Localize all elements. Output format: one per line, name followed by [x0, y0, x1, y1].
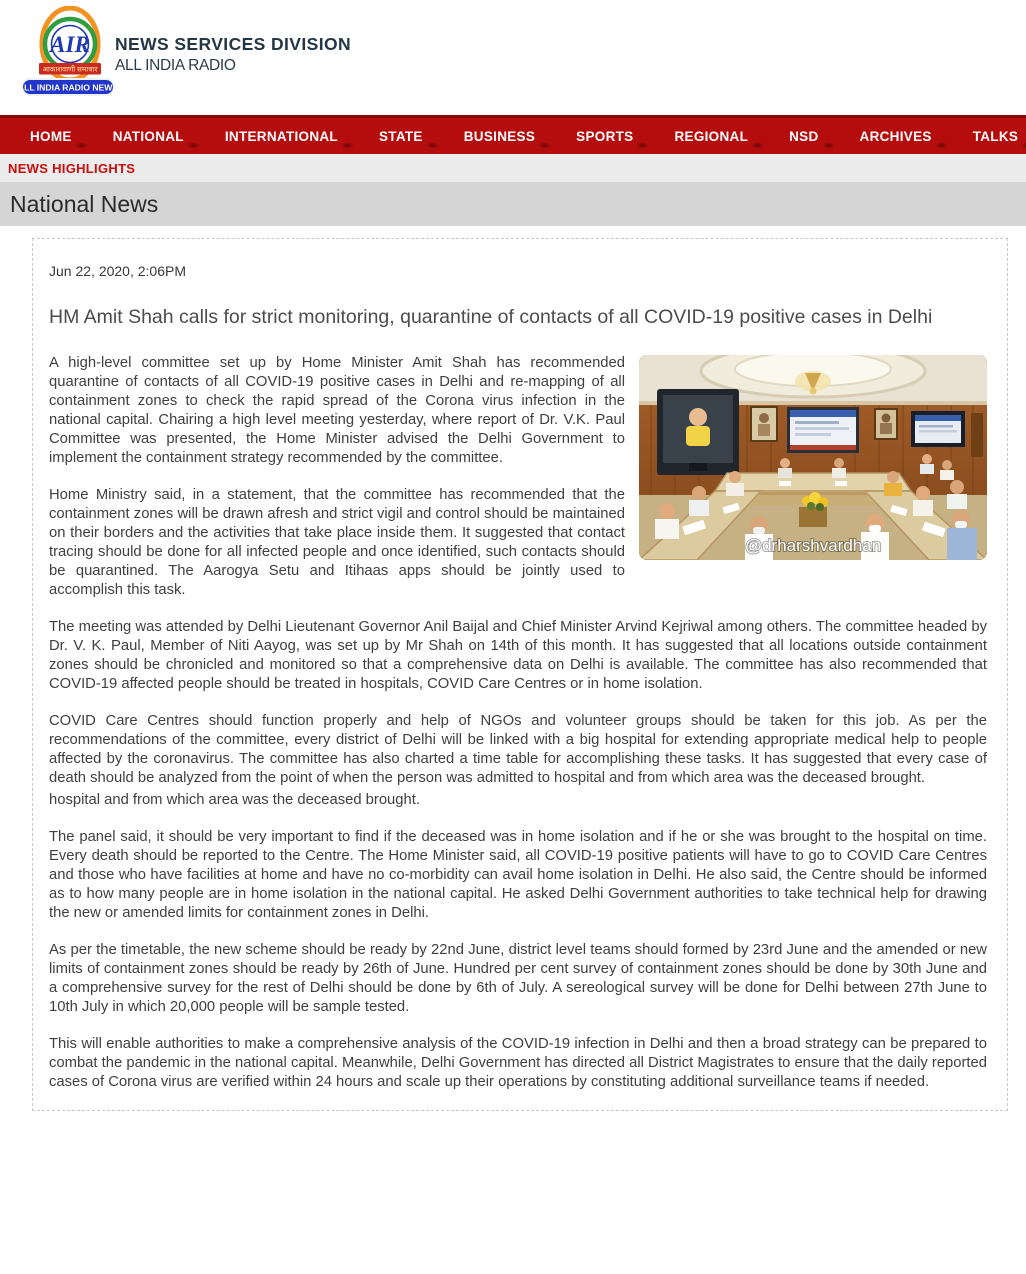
org-name: NEWS SERVICES DIVISION	[115, 34, 352, 54]
nav-item-nsd[interactable]: NSD	[789, 128, 819, 144]
article-paragraph: The meeting was attended by Delhi Lieutenant Governor Anil Baijal and Chief Minister Arvind Kejriwal among others. The committee headed by Dr. V. K. Paul, Member of Niti Aayog, was set up by Mr Shah on 14th of this month. It has suggested that all locations outside containment zones should be chronicled and monitored so that a comprehensive data on Delhi is available. The committee has also recommended that COVID-19 affected people should be treated in hospitals, COVID Care Centres or in home isolation.	[49, 619, 987, 692]
nav-item-international[interactable]: INTERNATIONAL	[224, 128, 338, 144]
org-subtitle: ALL INDIA RADIO	[115, 57, 236, 74]
main-nav	[0, 115, 1026, 154]
article-paragraph: This will enable authorities to make a comprehensive analysis of the COVID-19 infection in Delhi and then a broad strategy can be prepared to combat the pandemic in the national capital. Meanwhile, Delhi Government has directed all District Magistrates to ensure that the daily reported cases of Corona virus are verified within 24 hours and scale up their operations by constituting additional surveillance teams if needed.	[49, 1036, 987, 1090]
article-card	[32, 238, 1008, 1111]
nav-item-national[interactable]: NATIONAL	[112, 128, 184, 144]
article-title: HM Amit Shah calls for strict monitoring, quarantine of contacts of all COVID-19 positive cases in Delhi	[49, 306, 933, 328]
article-photo	[639, 355, 987, 560]
nav-item-business[interactable]: BUSINESS	[463, 128, 536, 144]
nav-item-regional[interactable]: REGIONAL	[674, 128, 749, 144]
projection-screen	[787, 407, 859, 453]
nav-item-archives[interactable]: ARCHIVES	[859, 128, 932, 144]
logo-banner-text: आकाशवाणी समाचार	[42, 64, 98, 74]
wall-monitor	[911, 411, 965, 447]
article-paragraph: The panel said, it should be very important to find if the deceased was in home isolation and if he or she was brought to the hospital on time. Every death should be reported to the Centre. The Home Minister said, all COVID-19 positive patients will have to go to COVID Care Centres and those who have facilities at home and have no co-morbidity can avail home isolation in Delhi. He also said, the Centre should be informed as to how many people are in home isolation in the national capital. He asked Delhi Government authorities to take technical help for drawing the new or amended limits for containment zones in Delhi.	[49, 829, 987, 921]
news-highlights-label[interactable]: NEWS HIGHLIGHTS	[8, 160, 136, 176]
emblem-panel	[971, 413, 983, 457]
nav-item-talks[interactable]: TALKS	[972, 128, 1019, 144]
site-header	[0, 0, 1026, 115]
photo-caption: @drharshvardhan	[744, 536, 882, 555]
article-paragraph: A high-level committee set up by Home Minister Amit Shah has recommended quarantine of contacts of all COVID-19 positive cases in Delhi and re-mapping of all containment zones to check the rapid spread of the Corona virus infection in the national capital. Chairing a high level meeting yesterday, where report of Dr. V.K. Paul Committee was presented, the Home Minister advised the Delhi Government to implement the containment strategy recommended by the committee.	[49, 355, 625, 466]
article-body	[49, 354, 987, 1092]
org-titles	[115, 34, 351, 75]
news-highlights-bar	[0, 154, 1026, 182]
article-paragraph: Home Ministry said, in a statement, that the committee has recommended that the containment zones will be drawn afresh and strict vigil and control should be maintained on their borders and the activities that take place inside them. It suggested that contact tracing should be done for all infected people and once identified, such contacts should be quarantined. The Aarogya Setu and Itihaas apps should be jointly used to accomplish this task.	[49, 487, 625, 598]
nav-item-sports[interactable]: SPORTS	[576, 128, 634, 144]
article-paragraph: COVID Care Centres should function properly and help of NGOs and volunteer groups should be taken for this job. As per the recommendations of the committee, every district of Delhi will be linked with a big hospital for extending appropriate medical help to people affected by the coronavirus. The committee has also charted a time table for accomplishing these tasks. It has suggested that every case of death should be analyzed from the point of when the person was admitted to hospital and from which area was the deceased brought.	[49, 713, 987, 786]
page-title: National News	[10, 190, 159, 217]
air-logo-icon[interactable]	[16, 6, 124, 100]
nav-item-state[interactable]: STATE	[378, 128, 423, 144]
stitch-artifact-line: hospital and from which area was the deceased brought.	[49, 792, 420, 808]
video-screen	[657, 389, 739, 475]
article-date: Jun 22, 2020, 2:06PM	[49, 263, 186, 279]
logo-badge-text: ALL INDIA RADIO NEWS	[17, 82, 119, 93]
nav-item-home[interactable]: HOME	[30, 128, 72, 144]
logo-monogram: AIR	[50, 32, 90, 57]
article-paragraph: As per the timetable, the new scheme should be ready by 22nd June, district level teams should formed by 23rd June and the amended or new limits of containment zones should be ready by 26th of June. Hundred per cent survey of containment zones should be done by 30th June and a comprehensive survey for the rest of Delhi should be done by 6th of July. A sereological survey will be done for Delhi between 27th June to 10th July in which 20,000 people will be sample tested.	[49, 942, 987, 1015]
section-title-bar	[0, 182, 1026, 226]
